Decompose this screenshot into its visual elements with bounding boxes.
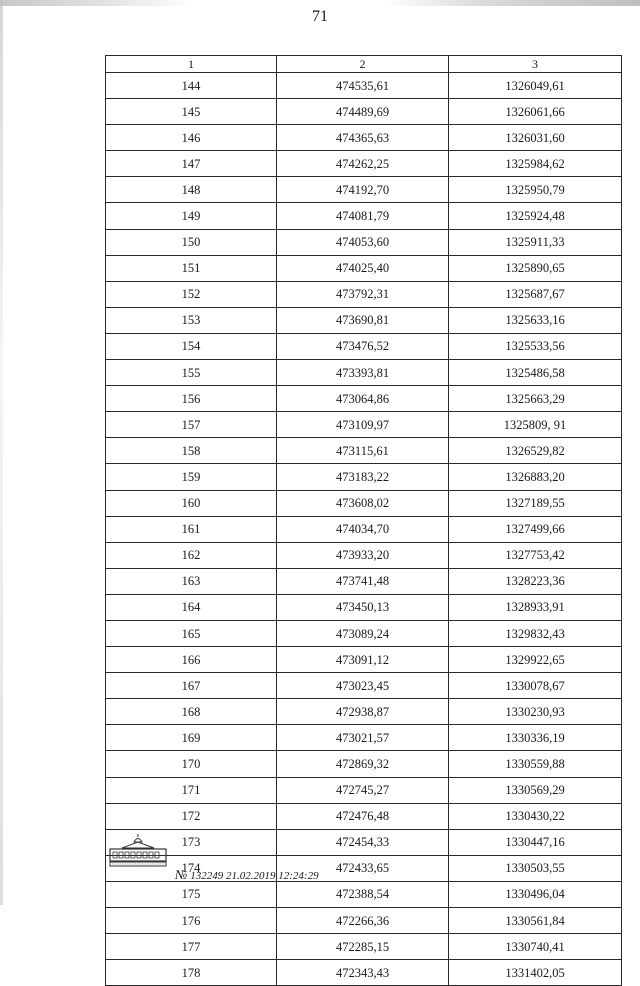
table-row <box>106 177 622 203</box>
y-coordinate-cell: 1325633,16 <box>449 307 622 333</box>
x-coordinate-cell: 473450,13 <box>277 594 449 620</box>
y-coordinate-cell: 1330496,04 <box>449 881 622 907</box>
table-row <box>106 620 622 646</box>
table-row <box>106 803 622 829</box>
table-row <box>106 829 622 855</box>
column-header: 2 <box>277 56 449 73</box>
y-coordinate-cell: 1329922,65 <box>449 647 622 673</box>
x-coordinate-cell: 472476,48 <box>277 803 449 829</box>
point-number-cell: 152 <box>106 281 277 307</box>
y-coordinate-cell: 1325890,65 <box>449 255 622 281</box>
table-row <box>106 255 622 281</box>
coordinates-table <box>105 55 622 986</box>
table-row <box>106 699 622 725</box>
y-coordinate-cell: 1325486,58 <box>449 360 622 386</box>
table-row <box>106 333 622 359</box>
y-coordinate-cell: 1330078,67 <box>449 673 622 699</box>
table-row <box>106 203 622 229</box>
x-coordinate-cell: 473021,57 <box>277 725 449 751</box>
x-coordinate-cell: 472869,32 <box>277 751 449 777</box>
point-number-cell: 168 <box>106 699 277 725</box>
x-coordinate-cell: 474081,79 <box>277 203 449 229</box>
x-coordinate-cell: 473089,24 <box>277 620 449 646</box>
y-coordinate-cell: 1326529,82 <box>449 438 622 464</box>
x-coordinate-cell: 473393,81 <box>277 360 449 386</box>
x-coordinate-cell: 474535,61 <box>277 73 449 99</box>
x-coordinate-cell: 473115,61 <box>277 438 449 464</box>
x-coordinate-cell: 473064,86 <box>277 386 449 412</box>
point-number-cell: 163 <box>106 568 277 594</box>
registration-stamp: 132249 21.02.2019 12:24:29 <box>190 870 319 882</box>
point-number-cell: 144 <box>106 73 277 99</box>
x-coordinate-cell: 473933,20 <box>277 542 449 568</box>
y-coordinate-cell: 1325924,48 <box>449 203 622 229</box>
table-row <box>106 464 622 490</box>
table-row <box>106 881 622 907</box>
x-coordinate-cell: 474053,60 <box>277 229 449 255</box>
y-coordinate-cell: 1330336,19 <box>449 725 622 751</box>
x-coordinate-cell: 472266,36 <box>277 908 449 934</box>
x-coordinate-cell: 473109,97 <box>277 412 449 438</box>
y-coordinate-cell: 1325809, 91 <box>449 412 622 438</box>
point-number-cell: 156 <box>106 386 277 412</box>
x-coordinate-cell: 474034,70 <box>277 516 449 542</box>
y-coordinate-cell: 1330447,16 <box>449 829 622 855</box>
point-number-cell: 174 <box>106 855 277 881</box>
point-number-cell: 155 <box>106 360 277 386</box>
y-coordinate-cell: 1329832,43 <box>449 620 622 646</box>
point-number-cell: 147 <box>106 151 277 177</box>
x-coordinate-cell: 473183,22 <box>277 464 449 490</box>
table-row <box>106 751 622 777</box>
number-sign: № <box>175 867 188 882</box>
point-number-cell: 169 <box>106 725 277 751</box>
y-coordinate-cell: 1327753,42 <box>449 542 622 568</box>
registration-footer <box>175 867 319 883</box>
y-coordinate-cell: 1327499,66 <box>449 516 622 542</box>
y-coordinate-cell: 1330230,93 <box>449 699 622 725</box>
table-row <box>106 934 622 960</box>
y-coordinate-cell: 1327189,55 <box>449 490 622 516</box>
x-coordinate-cell: 474025,40 <box>277 255 449 281</box>
point-number-cell: 158 <box>106 438 277 464</box>
y-coordinate-cell: 1328223,36 <box>449 568 622 594</box>
point-number-cell: 176 <box>106 908 277 934</box>
x-coordinate-cell: 473476,52 <box>277 333 449 359</box>
building-seal-icon <box>108 834 168 874</box>
point-number-cell: 160 <box>106 490 277 516</box>
point-number-cell: 145 <box>106 99 277 125</box>
point-number-cell: 151 <box>106 255 277 281</box>
y-coordinate-cell: 1328933,91 <box>449 594 622 620</box>
table-row <box>106 647 622 673</box>
point-number-cell: 170 <box>106 751 277 777</box>
y-coordinate-cell: 1330430,22 <box>449 803 622 829</box>
table-row <box>106 229 622 255</box>
point-number-cell: 153 <box>106 307 277 333</box>
table-row <box>106 281 622 307</box>
x-coordinate-cell: 473608,02 <box>277 490 449 516</box>
y-coordinate-cell: 1325984,62 <box>449 151 622 177</box>
point-number-cell: 149 <box>106 203 277 229</box>
y-coordinate-cell: 1326883,20 <box>449 464 622 490</box>
x-coordinate-cell: 473741,48 <box>277 568 449 594</box>
table-row <box>106 438 622 464</box>
y-coordinate-cell: 1326031,60 <box>449 125 622 151</box>
table-header-row <box>106 56 622 73</box>
x-coordinate-cell: 474365,63 <box>277 125 449 151</box>
table-row <box>106 960 622 986</box>
y-coordinate-cell: 1325950,79 <box>449 177 622 203</box>
point-number-cell: 167 <box>106 673 277 699</box>
table-row <box>106 412 622 438</box>
x-coordinate-cell: 473792,31 <box>277 281 449 307</box>
table-row <box>106 386 622 412</box>
point-number-cell: 159 <box>106 464 277 490</box>
y-coordinate-cell: 1325663,29 <box>449 386 622 412</box>
x-coordinate-cell: 472343,43 <box>277 960 449 986</box>
point-number-cell: 146 <box>106 125 277 151</box>
x-coordinate-cell: 472745,27 <box>277 777 449 803</box>
x-coordinate-cell: 472454,33 <box>277 829 449 855</box>
y-coordinate-cell: 1330569,29 <box>449 777 622 803</box>
y-coordinate-cell: 1325687,67 <box>449 281 622 307</box>
y-coordinate-cell: 1325911,33 <box>449 229 622 255</box>
table-row <box>106 594 622 620</box>
x-coordinate-cell: 474489,69 <box>277 99 449 125</box>
point-number-cell: 162 <box>106 542 277 568</box>
x-coordinate-cell: 474192,70 <box>277 177 449 203</box>
point-number-cell: 154 <box>106 333 277 359</box>
point-number-cell: 161 <box>106 516 277 542</box>
x-coordinate-cell: 472285,15 <box>277 934 449 960</box>
table-row <box>106 542 622 568</box>
y-coordinate-cell: 1330559,88 <box>449 751 622 777</box>
point-number-cell: 166 <box>106 647 277 673</box>
y-coordinate-cell: 1330503,55 <box>449 855 622 881</box>
x-coordinate-cell: 473091,12 <box>277 647 449 673</box>
point-number-cell: 173 <box>106 829 277 855</box>
point-number-cell: 171 <box>106 777 277 803</box>
y-coordinate-cell: 1330740,41 <box>449 934 622 960</box>
table-row <box>106 307 622 333</box>
table-row <box>106 151 622 177</box>
x-coordinate-cell: 472433,65 <box>277 855 449 881</box>
point-number-cell: 165 <box>106 620 277 646</box>
table-row <box>106 73 622 99</box>
table-row <box>106 516 622 542</box>
table-row <box>106 360 622 386</box>
y-coordinate-cell: 1326061,66 <box>449 99 622 125</box>
table-row <box>106 125 622 151</box>
point-number-cell: 148 <box>106 177 277 203</box>
scan-edge-left <box>0 0 3 905</box>
point-number-cell: 172 <box>106 803 277 829</box>
point-number-cell: 150 <box>106 229 277 255</box>
point-number-cell: 177 <box>106 934 277 960</box>
point-number-cell: 178 <box>106 960 277 986</box>
column-header: 3 <box>449 56 622 73</box>
point-number-cell: 175 <box>106 881 277 907</box>
y-coordinate-cell: 1330561,84 <box>449 908 622 934</box>
table-row <box>106 725 622 751</box>
table-row <box>106 908 622 934</box>
y-coordinate-cell: 1326049,61 <box>449 73 622 99</box>
table-row <box>106 490 622 516</box>
point-number-cell: 157 <box>106 412 277 438</box>
x-coordinate-cell: 472938,87 <box>277 699 449 725</box>
page-number: 71 <box>312 8 328 25</box>
table-row <box>106 99 622 125</box>
x-coordinate-cell: 472388,54 <box>277 881 449 907</box>
x-coordinate-cell: 473690,81 <box>277 307 449 333</box>
column-header: 1 <box>106 56 277 73</box>
point-number-cell: 164 <box>106 594 277 620</box>
x-coordinate-cell: 474262,25 <box>277 151 449 177</box>
x-coordinate-cell: 473023,45 <box>277 673 449 699</box>
scan-edge-top <box>0 0 640 6</box>
y-coordinate-cell: 1325533,56 <box>449 333 622 359</box>
table-row <box>106 568 622 594</box>
y-coordinate-cell: 1331402,05 <box>449 960 622 986</box>
table-row <box>106 777 622 803</box>
table-row <box>106 673 622 699</box>
